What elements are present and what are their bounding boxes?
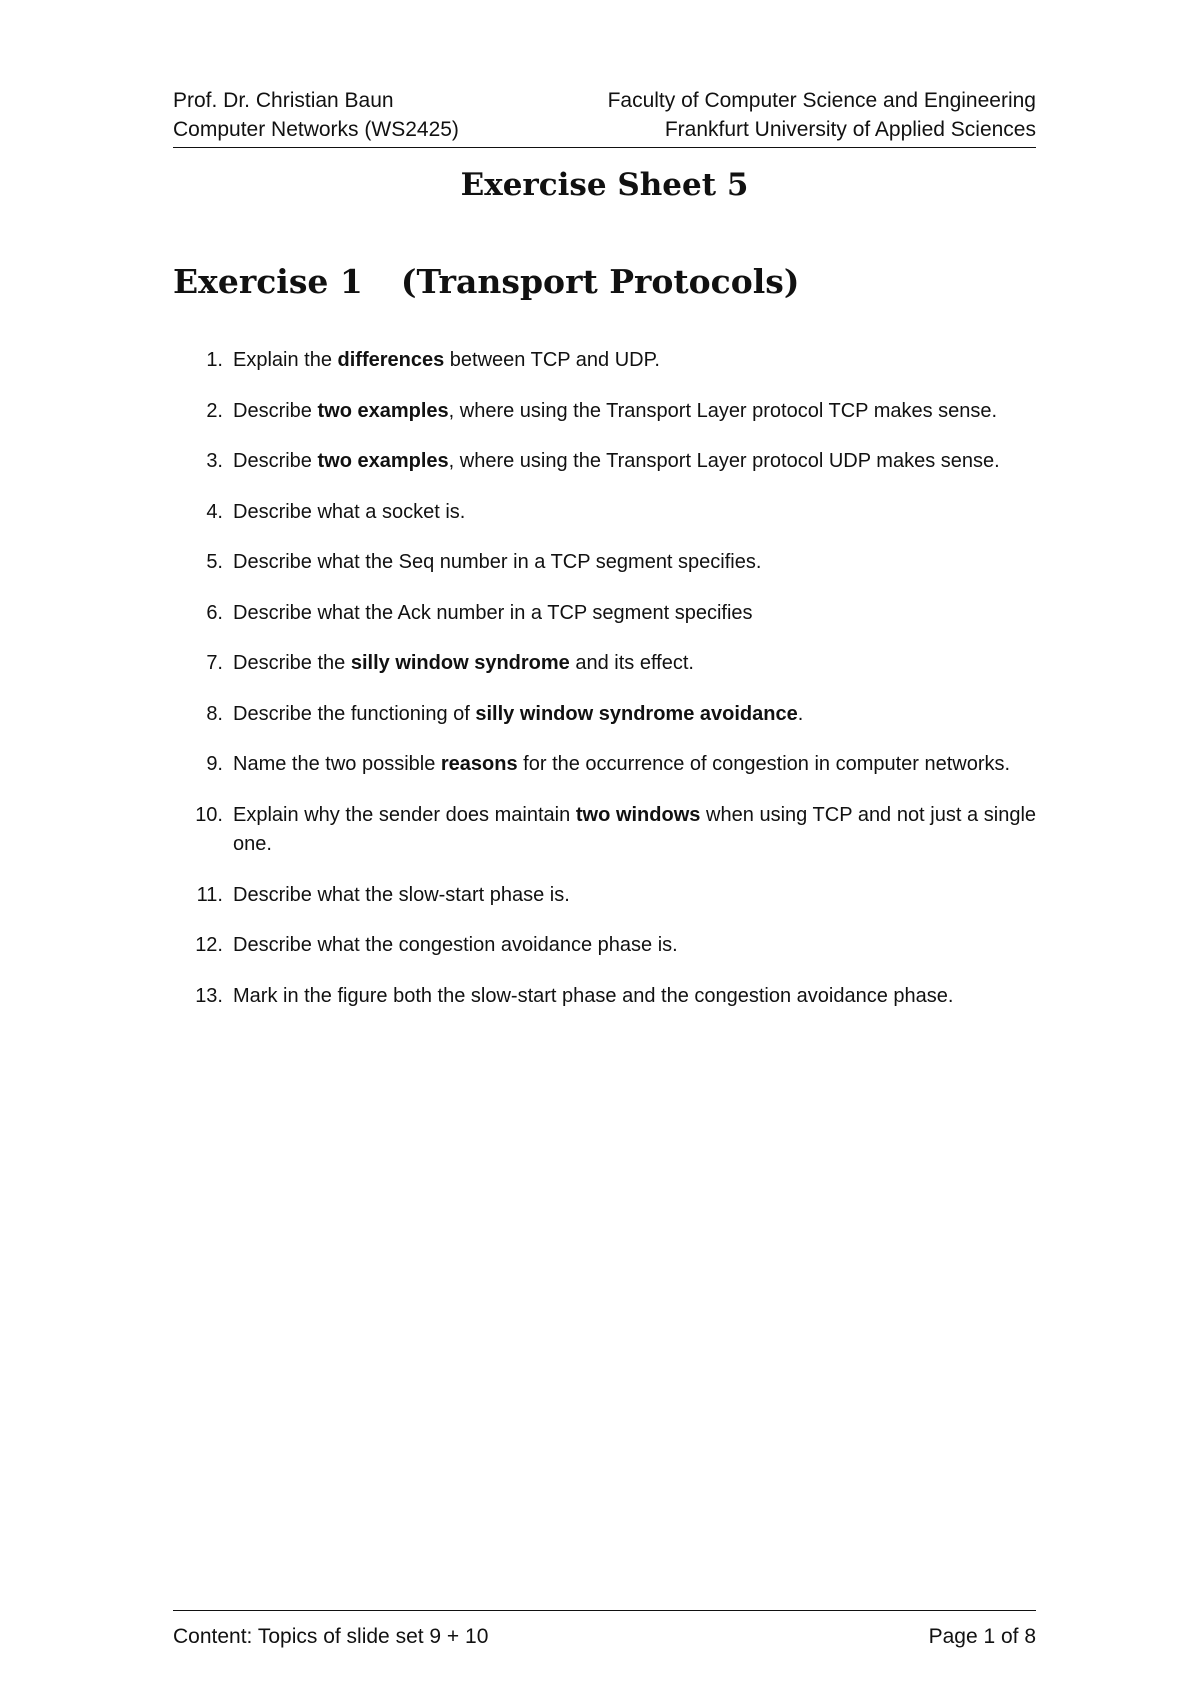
task-number: 12. [195,934,223,956]
course-name: Computer Networks (WS2425) [173,118,459,141]
task-item [173,982,1036,1012]
task-item [173,931,1036,961]
task-text: Describe what the Seq number in a TCP segment specifies. [233,551,762,573]
task-emphasis: silly window syndrome avoidance [475,702,798,725]
task-number: 5. [206,551,223,573]
footer-content: Content: Topics of slide set 9 + 10 [173,1625,489,1648]
task-text: Describe what the Ack number in a TCP segment specifies [233,601,753,624]
page-number: Page 1 of 8 [928,1625,1036,1648]
task-text-end: and its effect. [569,652,694,674]
task-text: Describe the functioning of [233,702,476,725]
task-text-end: , where using the Transport Layer protocol TCP makes sense. [448,399,998,422]
author-name: Prof. Dr. Christian Baun [173,89,394,112]
task-emphasis: differences [337,349,445,371]
task-emphasis: two examples [317,399,449,422]
task-text: Describe what a socket is. [233,500,466,523]
task-item [173,346,1036,376]
task-number: 1. [206,349,223,371]
task-emphasis: two examples [317,450,449,472]
task-item [173,881,1036,911]
task-item [173,498,1036,528]
header-divider [173,147,1036,148]
task-number: 10. [195,803,223,826]
task-text: Describe what the congestion avoidance phase is. [233,934,678,956]
task-item [173,700,1036,730]
task-item [173,801,1036,860]
task-text-end: , where using the Transport Layer protocol UDP makes sense. [448,450,1000,472]
faculty-name: Faculty of Computer Science and Engineering [607,89,1036,112]
task-emphasis: reasons [440,753,518,775]
header-row-2 [173,115,1036,144]
university-name: Frankfurt University of Applied Sciences [664,118,1036,141]
exercise-heading [173,257,800,307]
task-number: 6. [206,601,223,624]
page-header [173,86,1036,144]
page-footer [173,1622,1036,1652]
task-number: 8. [206,702,223,725]
task-text-end: when using TCP and not just a single one. [233,803,1037,855]
task-text: Name the two possible [233,753,441,775]
task-number: 3. [206,450,223,472]
task-item [173,649,1036,679]
task-number: 11. [196,883,223,906]
task-number: 4. [206,500,223,523]
footer-divider [173,1610,1036,1611]
exercise-topic: (Transport Protocols) [400,262,800,301]
task-list [173,346,1036,1032]
task-emphasis: silly window syndrome [350,652,570,674]
task-text: Describe [233,450,318,472]
task-text-end: . [797,702,804,725]
task-text: Describe what the slow-start phase is. [233,883,570,906]
header-row-1 [173,86,1036,115]
task-text-end: for the occurrence of congestion in computer networks. [517,753,1011,775]
task-number: 2. [206,399,223,422]
task-item [173,447,1036,477]
task-number: 13. [195,984,223,1007]
task-text: Explain why the sender does maintain [233,803,576,826]
task-text: Describe the [233,652,351,674]
task-text: Explain the [233,349,338,371]
sheet-title: Exercise Sheet 5 [460,167,749,203]
task-text-end: between TCP and UDP. [444,349,660,371]
task-emphasis: two windows [575,803,701,826]
task-text: Describe [233,399,318,422]
exercise-label: Exercise 1 [173,262,363,301]
task-item [173,599,1036,629]
task-item [173,548,1036,578]
task-item [173,397,1036,427]
task-number: 7. [206,652,223,674]
task-item [173,750,1036,780]
task-number: 9. [206,753,223,775]
task-text: Mark in the figure both the slow-start phase and the congestion avoidance phase. [233,984,954,1007]
